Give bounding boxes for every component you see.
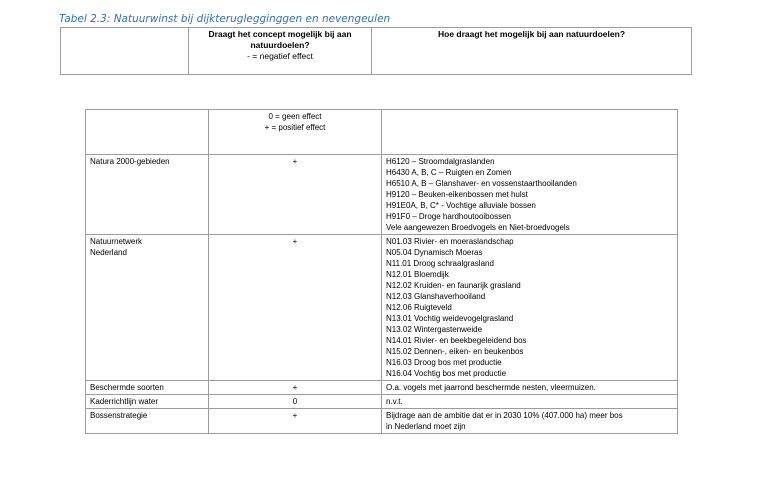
contribution-item: H9120 – Beuken-eikenbossen met hulst: [386, 190, 528, 199]
table-row: [86, 395, 678, 409]
legend-row: [86, 110, 678, 155]
contribution-item: H91E0A, B, C* - Vochtige alluviale bossen: [386, 201, 536, 210]
criterion-label-line: Bossenstrategie: [90, 411, 148, 420]
criterion-label-line: Natuurnetwerk: [90, 237, 143, 246]
contribution-item: N12.02 Kruiden- en faunarijk grasland: [386, 281, 521, 290]
table-row: [86, 155, 678, 235]
legend-no-effect: 0 = geen effect: [268, 112, 322, 121]
contribution-item: H6120 – Stroomdalgraslanden: [386, 157, 495, 166]
contribution-item: N14.01 Rivier- en beekbegeleidend bos: [386, 336, 527, 345]
contribution-item: N12.06 Ruigteveld: [386, 303, 452, 312]
contribution-item: H6510 A, B – Glanshaver- en vossenstaarthooilanden: [386, 179, 577, 188]
contribution-list: [382, 395, 678, 409]
contribution-item: N13.02 Wintergastenweide: [386, 325, 483, 334]
contribution-item: H91F0 – Droge hardhoutooibossen: [386, 212, 511, 221]
contribution-item: H6430 A, B, C – Ruigten en Zomen: [386, 168, 512, 177]
contribution-item: in Nederland moet zijn: [386, 422, 466, 431]
contribution-list: [382, 155, 678, 235]
contribution-item: Vele aangewezen Broedvogels en Niet-broedvogels: [386, 223, 570, 232]
legend-positive-effect: + = positief effect: [264, 123, 326, 132]
contribution-list: [382, 409, 678, 434]
contribution-item: O.a. vogels met jaarrond beschermde nesten, vleermuizen.: [386, 383, 596, 392]
criterion-label: [86, 155, 209, 235]
table-row: [86, 381, 678, 395]
contribution-item: N15.02 Dennen-, eiken- en beukenbos: [386, 347, 524, 356]
table-row: [86, 235, 678, 381]
contribution-list: [382, 381, 678, 395]
contribution-item: n.v.t.: [386, 397, 403, 406]
criterion-label-line: Kaderrichtlijn water: [90, 397, 159, 406]
contribution-list: [382, 235, 678, 381]
criterion-label: [86, 409, 209, 434]
effect-value: +: [209, 409, 382, 434]
contribution-item: N05.04 Dynamisch Moeras: [386, 248, 483, 257]
header-cell-how: Hoe draagt het mogelijk bij aan natuurdoelen?: [372, 28, 692, 75]
criterion-label: [86, 395, 209, 409]
header-cell-contribution: [189, 28, 372, 75]
criterion-label-line: Nederland: [90, 248, 127, 257]
criterion-label: [86, 381, 209, 395]
criterion-label-line: Beschermde soorten: [90, 383, 164, 392]
contribution-item: N12.01 Bloemdijk: [386, 270, 449, 279]
effect-value: 0: [209, 395, 382, 409]
criterion-label-line: Natura 2000-gebieden: [90, 157, 170, 166]
contribution-item: N01.03 Rivier- en moeraslandschap: [386, 237, 514, 246]
legend-cell-empty-right: [382, 110, 678, 155]
effect-value: +: [209, 381, 382, 395]
header-question-line-1: Draagt het concept mogelijk bij aan: [208, 29, 352, 39]
contribution-item: N11.01 Droog schraalgrasland: [386, 259, 494, 268]
header-question-line-2: natuurdoelen?: [250, 40, 310, 50]
legend-cell-empty: [86, 110, 209, 155]
table-caption: Tabel 2.3: Natuurwinst bij dijkteruglegginggen en nevengeulen: [59, 13, 391, 25]
effect-value: +: [209, 235, 382, 381]
header-row: [61, 28, 692, 75]
contribution-item: N16.03 Droog bos met productie: [386, 358, 502, 367]
contribution-item: N16.04 Vochtig bos met productie: [386, 369, 507, 378]
header-negative-note: - = negatief effect: [247, 51, 313, 61]
criterion-label: [86, 235, 209, 381]
header-table: [60, 27, 692, 75]
contribution-item: Bijdrage aan de ambitie dat er in 2030 10% (407.000 ha) meer bos: [386, 411, 623, 420]
criteria-table: [85, 109, 678, 434]
legend-cell: [209, 110, 382, 155]
contribution-item: N12.03 Glanshaverhooiland: [386, 292, 486, 301]
effect-value: +: [209, 155, 382, 235]
contribution-item: N13.01 Vochtig weidevogelgrasland: [386, 314, 514, 323]
header-cell-empty: [61, 28, 189, 75]
table-row: [86, 409, 678, 434]
